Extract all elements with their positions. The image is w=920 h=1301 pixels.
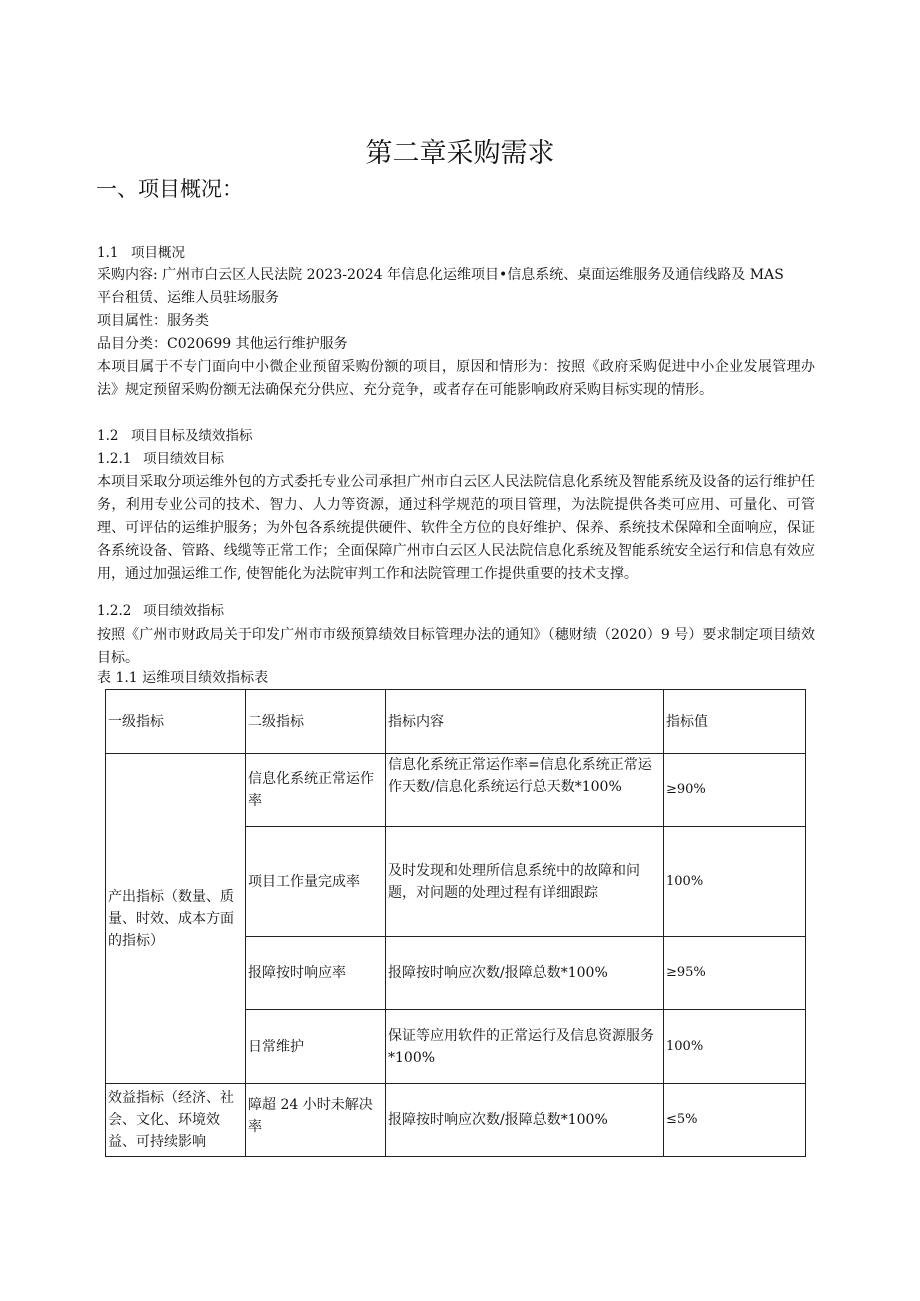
level2-cell: 障超 24 小时未解决率 [246,1084,386,1157]
level2-cell: 日常维护 [246,1010,386,1084]
chapter-title: 第二章采购需求 [365,138,555,169]
level1-cell: 效益指标（经济、社会、文化、环境效益、可持续影响 [106,1084,246,1157]
content-cell: 报障按时响应次数/报障总数*100% [386,1084,664,1157]
section-1-2-2 [97,600,224,623]
section-heading: 一、项目概况： [96,177,243,201]
kpi-table [105,689,806,1157]
header-cell: 指标内容 [386,690,664,754]
section-1-2 [97,425,253,448]
table-header-row [106,690,806,754]
value-cell: ≤5% [664,1084,806,1157]
value-cell: 100% [664,1010,806,1084]
level2-cell: 报障按时响应率 [246,937,386,1010]
section-number: 1.2.1 [97,451,132,467]
header-cell: 二级指标 [246,690,386,754]
section-number: 1.1 [97,245,119,261]
section-title: 项目绩效目标 [143,451,224,467]
value-cell: 100% [664,827,806,937]
section-1-2-1 [97,448,224,471]
header-cell: 指标值 [664,690,806,754]
content-cell: 报障按时响应次数/报障总数*100% [386,937,664,1010]
section-title: 项目概况 [131,245,185,261]
level1-cell: 产出指标（数量、质量、时效、成本方面的指标） [106,754,246,1084]
item-category: 品目分类：C020699 其他运行维护服务 [97,336,348,352]
table-row [106,1084,806,1157]
content-cell: 保证等应用软件的正常运行及信息资源服务*100% [386,1010,664,1084]
value-cell: ≥90% [664,754,806,827]
goal-paragraph: 本项目采取分项运维外包的方式委托专业公司承担广州市白云区人民法院信息化系统及智能系统及设备的运行维护任务，利用专业公司的技术、智力、人力等资源，通过科学规范的项目管理，为法院提供各类可应用、可量化、可管理、可评估的运维护服务；为外包各系统提供硬件、软件全方位的良好维护、保养、系统技术保障和全面响应，保证各系统设备、管路、线缆等正常工作；全面保障广州市白云区人民法院信息化系统及智能系统安全运行和信息有效应用，通过加强运维工作, 使智能化为法院审判工作和法院管理工作提供重要的技术支撑。 [97,474,815,582]
level2-cell: 信息化系统正常运作率 [246,754,386,827]
reserve-note: 本项目属于不专门面向中小微企业预留采购份额的项目，原因和情形为：按照《政府采购促进中小企业发展管理办法》规定预留采购份额无法确保充分供应、充分竞争，或者存在可能影响政府采购目标实现的情形。 [97,359,815,398]
basis-paragraph: 按照《广州市财政局关于印发广州市市级预算绩效目标管理办法的通知》（穗财绩（2020）9 号）要求制定项目绩效目标。 [97,627,815,666]
content-cell: 及时发现和处理所信息系统中的故障和问题，对问题的处理过程有详细跟踪 [386,827,664,937]
section-number: 1.2.2 [97,603,132,619]
section-number: 1.2 [97,428,119,444]
content-cell: 信息化系统正常运作率=信息化系统正常运作天数/信息化系统运行总天数*100% [386,754,664,827]
procurement-content-line2: 平台租赁、运维人员驻场服务 [97,290,279,306]
project-attribute: 项目属性：服务类 [97,313,209,329]
table-row [106,754,806,827]
procurement-content-line1: 采购内容: 广州市白云区人民法院 2023-2024 年信息化运维项目•信息系统、桌面运维服务及通信线路及 MAS [97,267,784,283]
level2-cell: 项目工作量完成率 [246,827,386,937]
table-caption: 表 1.1 运维项目绩效指标表 [97,670,269,686]
section-title: 项目目标及绩效指标 [131,428,253,444]
section-title: 项目绩效指标 [143,603,224,619]
header-cell: 一级指标 [106,690,246,754]
section-1-1 [97,242,185,265]
value-cell: ≥95% [664,937,806,1010]
